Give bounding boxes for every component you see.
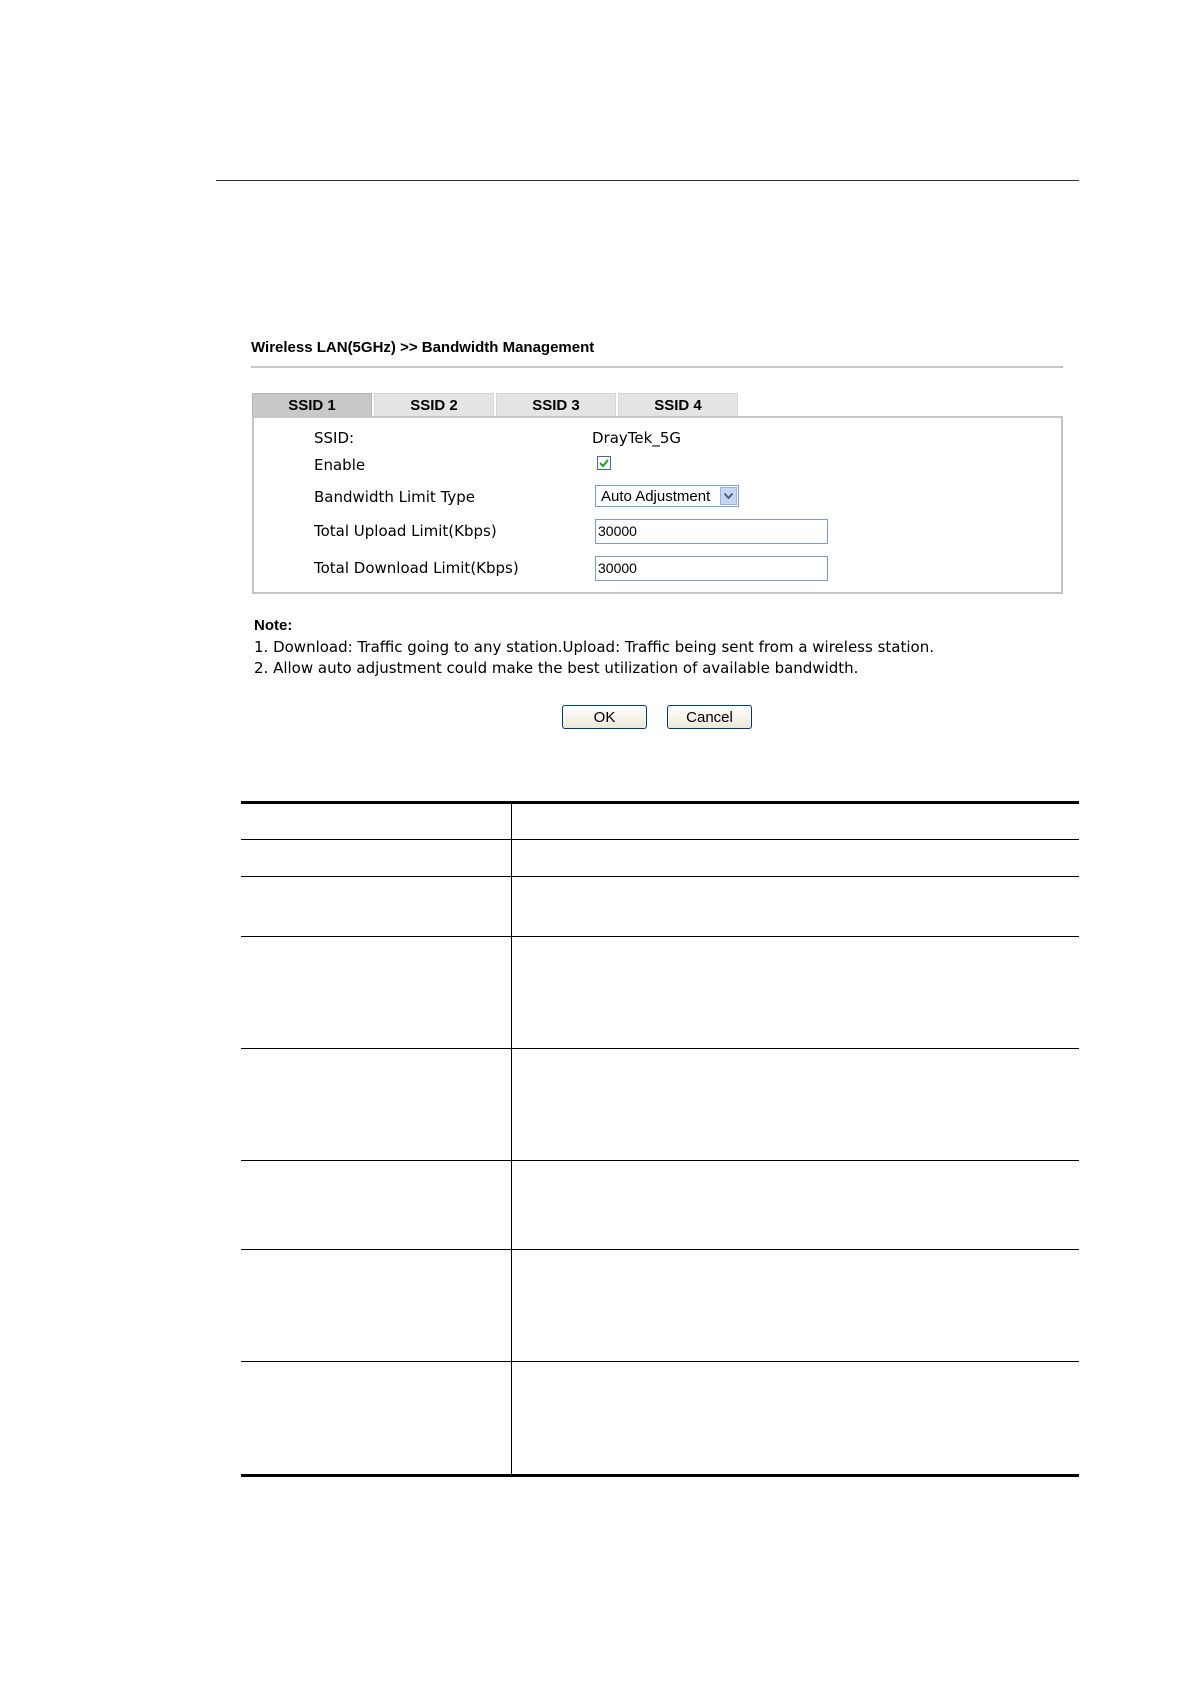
- ssid-label: SSID:: [314, 429, 355, 447]
- ok-button[interactable]: OK: [562, 705, 647, 729]
- tab-ssid-2[interactable]: SSID 2: [374, 393, 494, 417]
- table-row-divider: [241, 1361, 1079, 1362]
- checkmark-icon: [598, 457, 610, 469]
- chevron-down-icon[interactable]: [720, 487, 737, 505]
- bandwidth-type-select[interactable]: [595, 485, 739, 507]
- page-title: Wireless LAN(5GHz) >> Bandwidth Management: [251, 339, 595, 356]
- table-bottom-border: [241, 1474, 1079, 1477]
- enable-label: Enable: [314, 456, 366, 474]
- enable-checkbox[interactable]: [597, 456, 611, 470]
- note-line-2: 2. Allow auto adjustment could make the best utilization of available bandwidth.: [254, 659, 859, 677]
- title-divider: [251, 366, 1063, 368]
- download-limit-label: Total Download Limit(Kbps): [314, 559, 519, 577]
- bandwidth-type-value: Auto Adjustment: [601, 488, 711, 505]
- table-row-divider: [241, 1048, 1079, 1049]
- ssid-value: DrayTek_5G: [592, 429, 681, 447]
- ssid-tab-bar: [252, 393, 740, 417]
- table-row-divider: [241, 839, 1079, 840]
- table-row-divider: [241, 1160, 1079, 1161]
- table-row-divider: [241, 936, 1079, 937]
- table-column-divider: [511, 802, 512, 1477]
- tab-ssid-3[interactable]: SSID 3: [496, 393, 616, 417]
- upload-limit-input[interactable]: 30000: [595, 519, 828, 544]
- note-line-1: 1. Download: Traffic going to any station.Upload: Traffic being sent from a wireless station.: [254, 638, 934, 656]
- table-row-divider: [241, 876, 1079, 877]
- note-heading: Note:: [254, 617, 293, 634]
- header-rule: [216, 180, 1079, 181]
- tab-ssid-4[interactable]: SSID 4: [618, 393, 738, 417]
- table-top-border: [241, 801, 1079, 804]
- upload-limit-label: Total Upload Limit(Kbps): [314, 522, 497, 540]
- bandwidth-type-label: Bandwidth Limit Type: [314, 488, 476, 506]
- cancel-button[interactable]: Cancel: [667, 705, 752, 729]
- download-limit-input[interactable]: 30000: [595, 556, 828, 581]
- tab-ssid-1[interactable]: SSID 1: [252, 393, 372, 417]
- table-row-divider: [241, 1249, 1079, 1250]
